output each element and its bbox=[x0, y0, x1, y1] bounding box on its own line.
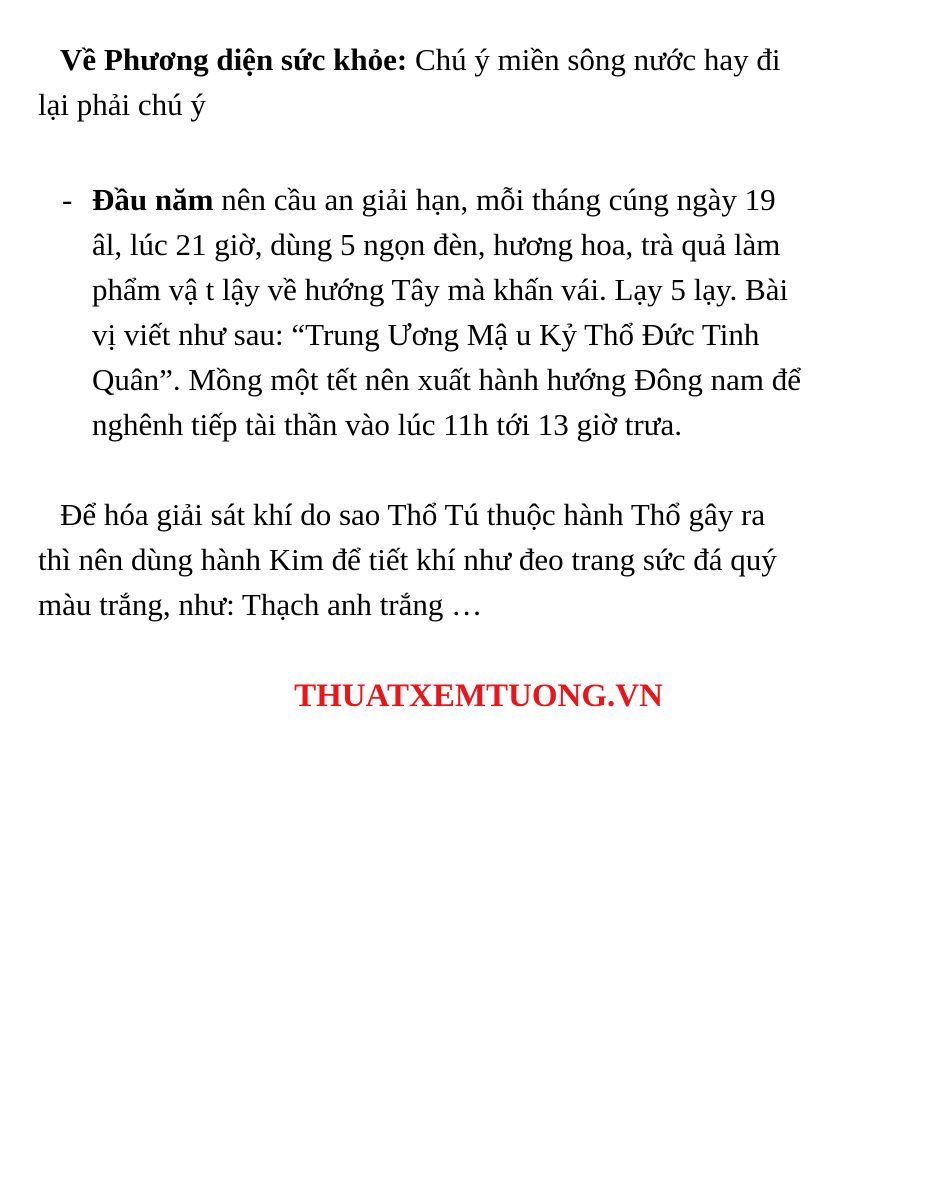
health-line-1-text: Chú ý miền sông nước hay đi bbox=[407, 42, 781, 77]
health-heading: Về Phương diện sức khỏe: bbox=[60, 42, 408, 77]
remedy-line-3: màu trắng, như: Thạch anh trắng … bbox=[38, 587, 483, 622]
new-year-line-6: nghênh tiếp tài thần vào lúc 11h tới 13 giờ trưa. bbox=[92, 407, 682, 442]
new-year-lead: Đầu năm bbox=[92, 182, 214, 217]
remedy-line-2: thì nên dùng hành Kim để tiết khí như đeo trang sức đá quý bbox=[38, 542, 777, 577]
new-year-line-3: phẩm vậ t lậy về hướng Tây mà khấn vái. Lạy 5 lạy. Bài bbox=[92, 272, 789, 307]
health-line-1 bbox=[38, 37, 781, 82]
health-paragraph bbox=[38, 37, 781, 127]
health-line-2: lại phải chú ý bbox=[38, 87, 206, 122]
new-year-line-1-text: nên cầu an giải hạn, mỗi tháng cúng ngày 19 bbox=[213, 182, 776, 217]
new-year-line-1 bbox=[92, 177, 801, 222]
new-year-line-2: âl, lúc 21 giờ, dùng 5 ngọn đèn, hương hoa, trà quả làm bbox=[92, 227, 781, 262]
remedy-paragraph bbox=[38, 492, 777, 627]
remedy-line-1: Để hóa giải sát khí do sao Thổ Tú thuộc hành Thổ gây ra bbox=[60, 497, 766, 532]
site-watermark: THUATXEMTUONG.VN bbox=[294, 678, 663, 714]
new-year-line-4: vị viết như sau: “Trung Ương Mậ u Kỷ Thổ Đức Tinh bbox=[92, 317, 760, 352]
new-year-paragraph bbox=[92, 177, 801, 447]
new-year-line-5: Quân”. Mồng một tết nên xuất hành hướng Đông nam để bbox=[92, 362, 802, 397]
bullet-dash: - bbox=[62, 182, 73, 217]
